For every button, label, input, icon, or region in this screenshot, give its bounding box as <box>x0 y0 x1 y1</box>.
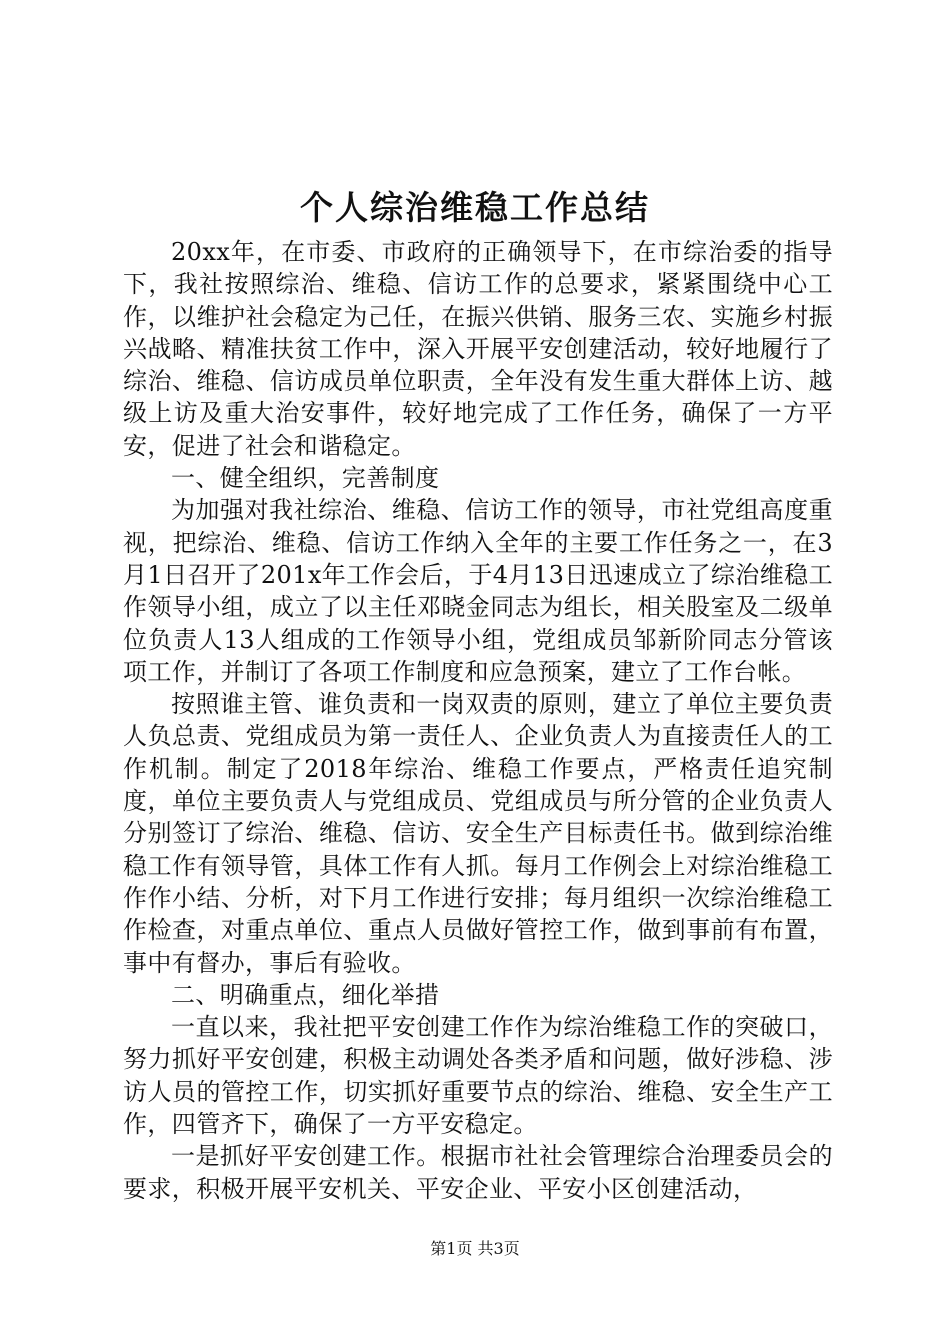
paragraph-safety-creation: 一是抓好平安创建工作。根据市社社会管理综合治理委员会的要求，积极开展平安机关、平安企业、平安小区创建活动， <box>123 1142 833 1203</box>
document-body <box>123 236 833 1205</box>
document-title: 个人综治维稳工作总结 <box>300 188 650 227</box>
section-heading-1: 一、健全组织，完善制度 <box>171 464 440 493</box>
paragraph-organization: 为加强对我社综治、维稳、信访工作的领导，市社党组高度重视，把综治、维稳、信访工作纳入全年的主要工作任务之一，在3月1日召开了201x年工作会后，于4月13日迅速成立了综治维稳工作领导小组，成立了以主任邓晓金同志为组长，相关股室及二级单位负责人13人组成的工作领导小组，党组成员邹新阶同志分管该项工作，并制订了各项工作制度和应急预案，建立了工作台帐。 <box>123 496 833 686</box>
paragraph-intro: 20xx年，在市委、市政府的正确领导下，在市综治委的指导下，我社按照综治、维稳、信访工作的总要求，紧紧围绕中心工作，以维护社会稳定为己任，在振兴供销、服务三农、实施乡村振兴战略、精准扶贫工作中，深入开展平安创建活动，较好地履行了综治、维稳、信访成员单位职责，全年没有发生重大群体上访、越级上访及重大治安事件，较好地完成了工作任务，确保了一方平安，促进了社会和谐稳定。 <box>123 238 833 460</box>
section-heading-2: 二、明确重点，细化举措 <box>171 980 440 1009</box>
paragraph-priorities: 一直以来，我社把平安创建工作作为综治维稳工作的突破口，努力抓好平安创建，积极主动调处各类矛盾和问题，做好涉稳、涉访人员的管控工作，切实抓好重要节点的综治、维稳、安全生产工作，四管齐下，确保了一方平安稳定。 <box>123 1013 833 1139</box>
paragraph-responsibility: 按照谁主管、谁负责和一岗双责的原则，建立了单位主要负责人负总责、党组成员为第一责任人、企业负责人为直接责任人的工作机制。制定了2018年综治、维稳工作要点，严格责任追究制度，单位主要负责人与党组成员、党组成员与所分管的企业负责人分别签订了综治、维稳、信访、安全生产目标责任书。做到综治维稳工作有领导管，具体工作有人抓。每月工作例会上对综治维稳工作作小结、分析，对下月工作进行安排；每月组织一次综治维稳工作检查，对重点单位、重点人员做好管控工作，做到事前有布置，事中有督办，事后有验收。 <box>123 690 833 977</box>
page-footer: 第1页 共3页 <box>430 1239 520 1258</box>
